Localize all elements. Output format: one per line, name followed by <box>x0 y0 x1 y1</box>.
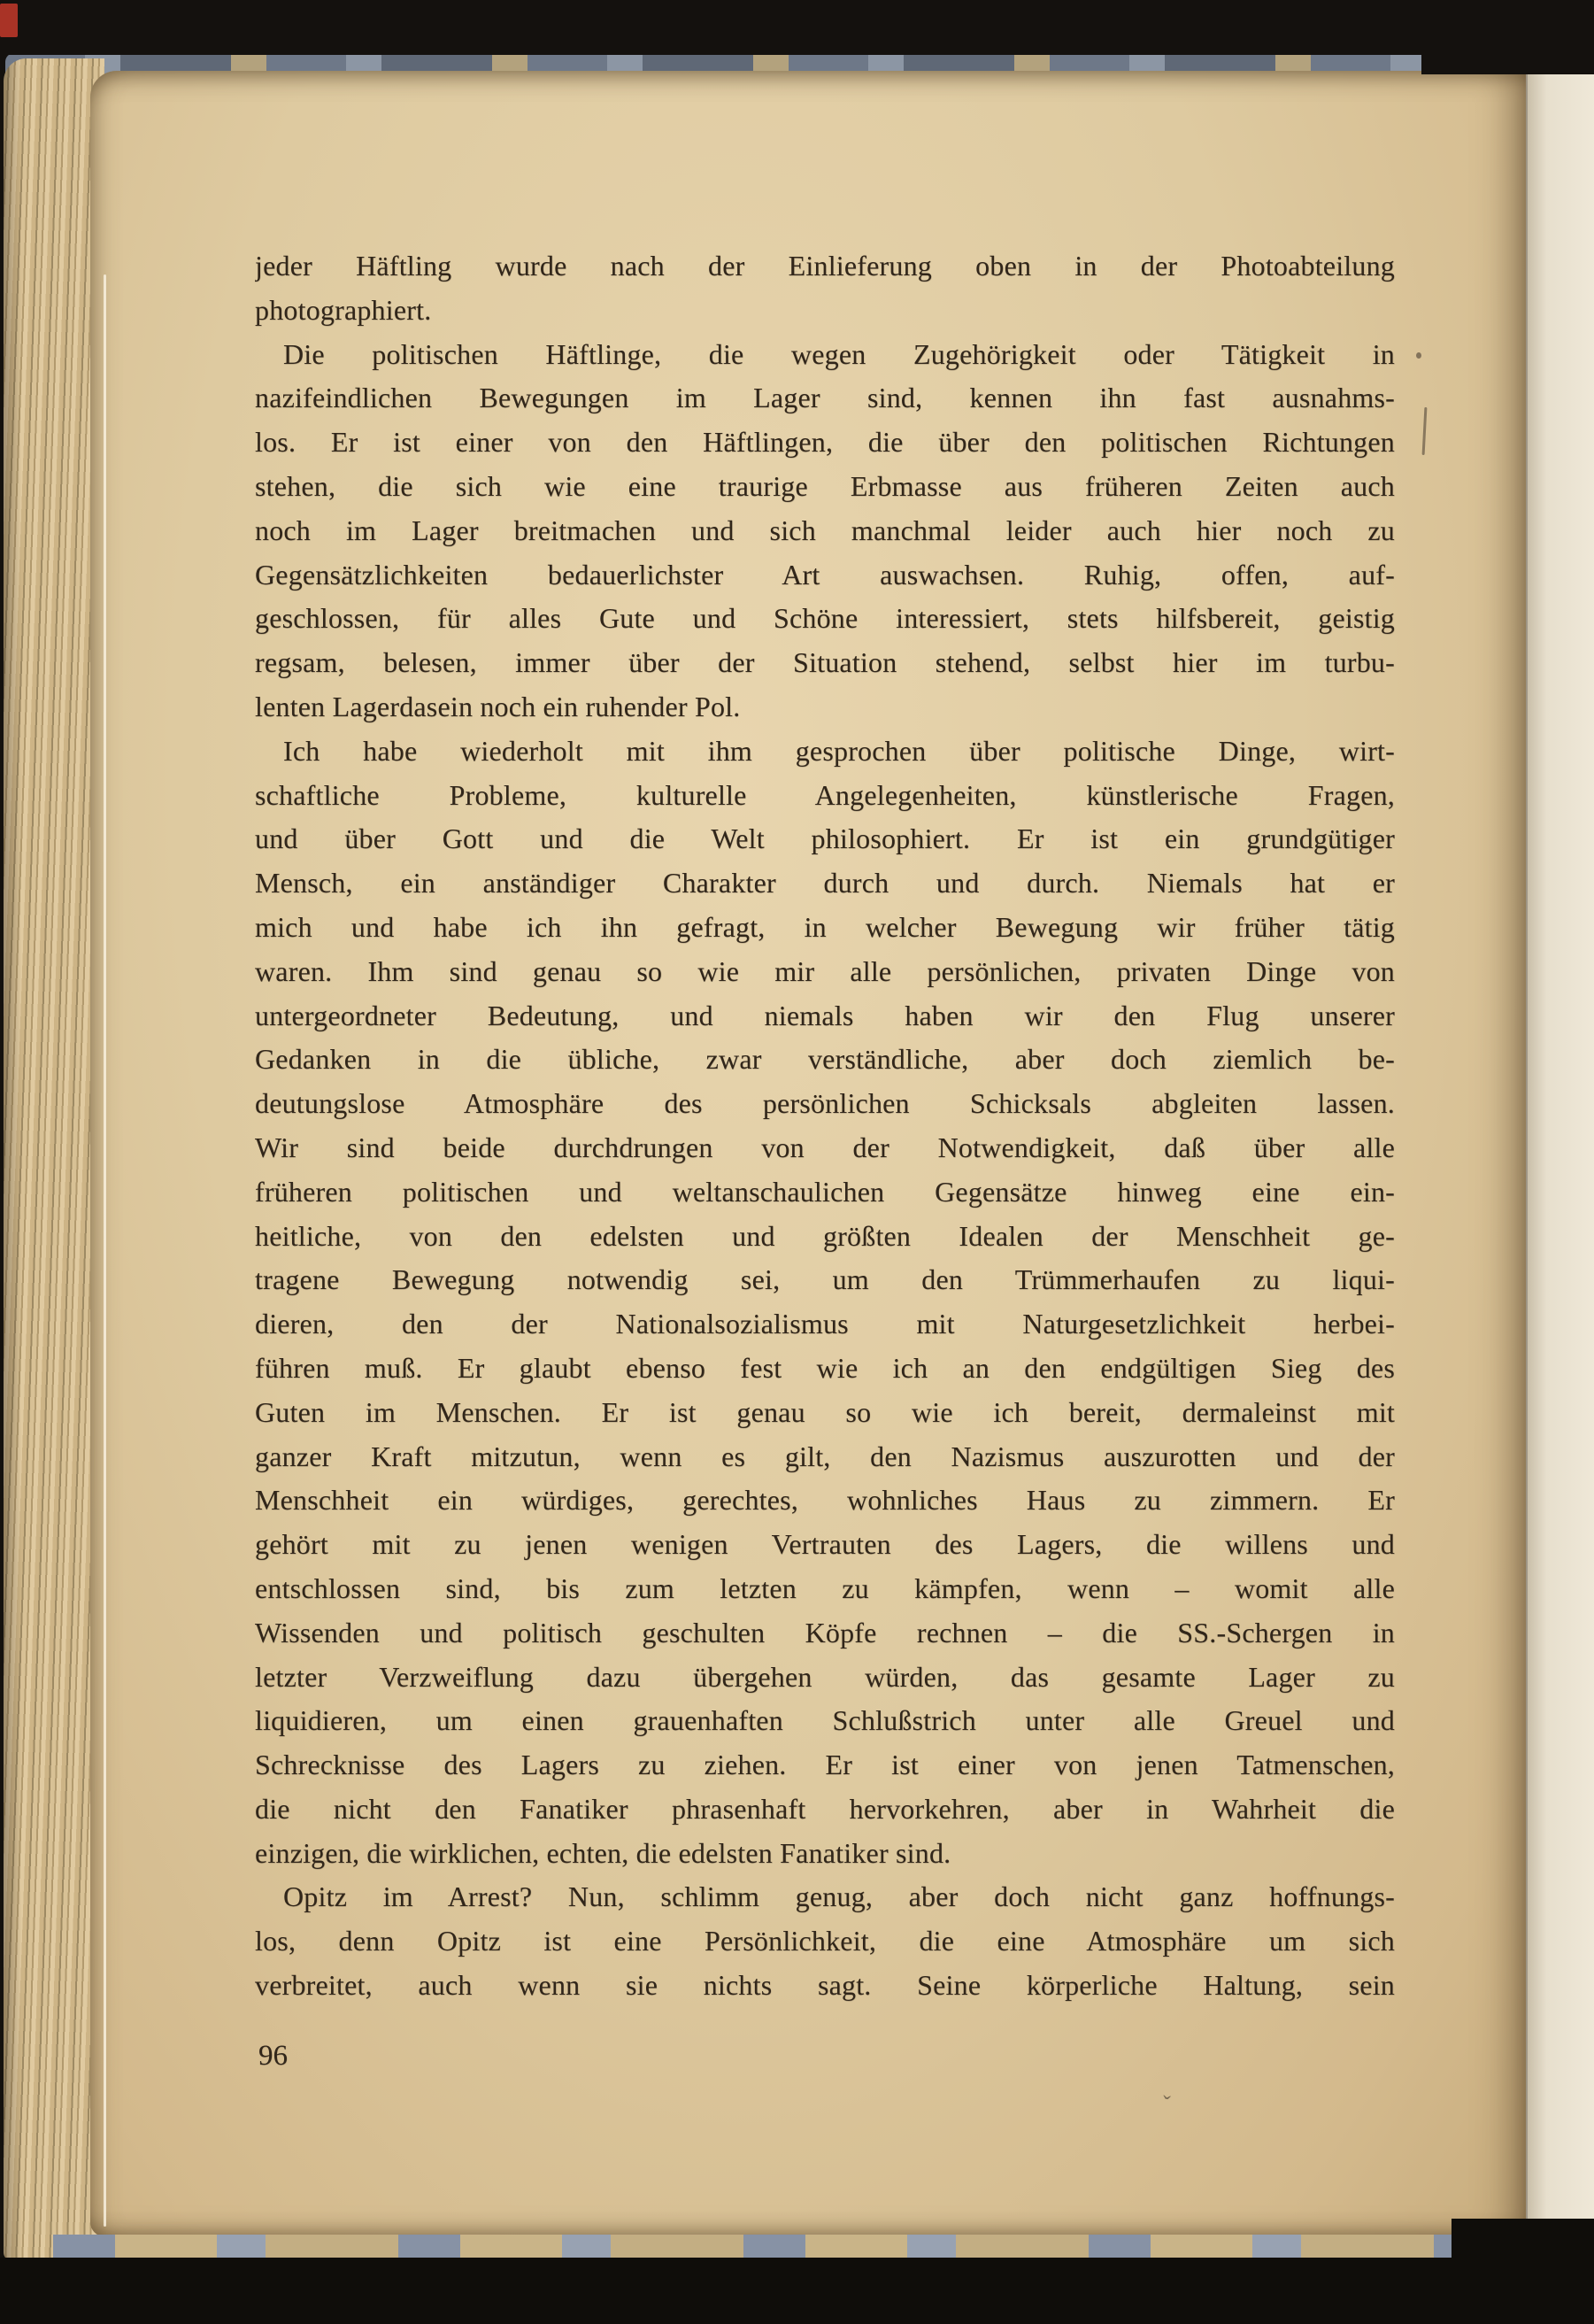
text-line: noch im Lager breitmachen und sich manchmal leider auch hier noch zu <box>255 513 1395 546</box>
background-bottom <box>0 2258 1594 2324</box>
text-line: lenten Lagerdasein noch ein ruhender Pol. <box>255 690 741 722</box>
margin-tick-mark: ˇ <box>1160 2090 1172 2118</box>
background-top <box>0 0 1594 55</box>
facing-page-edge <box>1526 74 1594 2220</box>
text-line: Gedanken in die übliche, zwar verständliche, aber doch ziemlich be- <box>255 1043 1395 1076</box>
text-line: regsam, belesen, immer über der Situation stehend, selbst hier im turbu- <box>255 646 1395 679</box>
text-line: und über Gott und die Welt philosophiert. Er ist ein grundgütiger <box>255 822 1395 855</box>
text-line: ganzer Kraft mitzutun, wenn es gilt, den Nazismus auszurotten und der <box>255 1440 1395 1472</box>
text-line: Mensch, ein anständiger Charakter durch und durch. Niemals hat er <box>255 867 1395 899</box>
text-line: tragene Bewegung notwendig sei, um den Trümmerhaufen zu liqui- <box>255 1263 1395 1296</box>
background-corner-bottom-right <box>1452 2219 1594 2324</box>
text-line: früheren politischen und weltanschaulichen Gegensätze hinweg eine ein- <box>255 1175 1395 1208</box>
book-bottom-edge-stripes <box>53 2235 1496 2258</box>
text-line: nazifeindlichen Bewegungen im Lager sind, kennen ihn fast ausnahms- <box>255 382 1395 414</box>
text-line: einzigen, die wirklichen, echten, die edelsten Fanatiker sind. <box>255 1836 951 1869</box>
text-line: stehen, die sich wie eine traurige Erbmasse aus früheren Zeiten auch <box>255 469 1395 502</box>
page-number: 96 <box>258 2040 288 2072</box>
text-line: geschlossen, für alles Gute und Schöne interessiert, stets hilfsbereit, geistig <box>255 602 1395 635</box>
text-line: untergeordneter Bedeutung, und niemals haben wir den Flug unserer <box>255 999 1395 1031</box>
text-line: Guten im Menschen. Er ist genau so wie ich bereit, dermaleinst mit <box>255 1395 1395 1428</box>
text-line: waren. Ihm sind genau so wie mir alle persönlichen, privaten Dinge von <box>255 954 1395 987</box>
text-line: deutungslose Atmosphäre des persönlichen Schicksals abgleiten lassen. <box>255 1087 1395 1120</box>
text-line: entschlossen sind, bis zum letzten zu kämpfen, wenn – womit alle <box>255 1571 1395 1604</box>
text-line: die nicht den Fanatiker phrasenhaft hervorkehren, aber in Wahrheit die <box>255 1792 1395 1825</box>
text-line: los. Er ist einer von den Häftlingen, die über den politischen Richtungen <box>255 426 1395 459</box>
text-line: Die politischen Häftlinge, die wegen Zugehörigkeit oder Tätigkeit in <box>283 337 1395 370</box>
fanned-page-edges-left <box>4 58 104 2261</box>
page-text-block <box>255 244 1395 2008</box>
text-line: führen muß. Er glaubt ebenso fest wie ich an den endgültigen Sieg des <box>255 1351 1395 1384</box>
text-line: heitliche, von den edelsten und größten Idealen der Menschheit ge- <box>255 1219 1395 1252</box>
margin-pencil-dot <box>1416 352 1421 359</box>
text-line: photographiert. <box>255 293 432 326</box>
text-line: dieren, den der Nationalsozialismus mit Naturgesetzlichkeit herbei- <box>255 1308 1395 1340</box>
red-corner-mark <box>0 4 18 37</box>
text-line: mich und habe ich ihn gefragt, in welcher Bewegung wir früher tätig <box>255 910 1395 943</box>
text-line: gehört mit zu jenen wenigen Vertrauten des Lagers, die willens und <box>255 1528 1395 1561</box>
text-line: Ich habe wiederholt mit ihm gesprochen über politische Dinge, wirt- <box>283 734 1395 767</box>
text-line: liquidieren, um einen grauenhaften Schlußstrich unter alle Greuel und <box>255 1704 1395 1737</box>
text-line: Schrecknisse des Lagers zu ziehen. Er ist einer von jenen Tatmenschen, <box>255 1749 1395 1781</box>
text-line: Menschheit ein würdiges, gerechtes, wohnliches Haus zu zimmern. Er <box>255 1484 1395 1517</box>
text-line: Opitz im Arrest? Nun, schlimm genug, aber doch nicht ganz hoffnungs- <box>283 1880 1395 1913</box>
page-edge-highlight <box>104 274 106 2227</box>
text-line: jeder Häftling wurde nach der Einlieferung oben in der Photoabteilung <box>255 250 1395 282</box>
text-line: verbreitet, auch wenn sie nichts sagt. Seine körperliche Haltung, sein <box>255 1969 1395 2002</box>
text-line: Wissenden und politisch geschulten Köpfe rechnen – die SS.-Schergen in <box>255 1616 1395 1648</box>
text-line: schaftliche Probleme, kulturelle Angelegenheiten, künstlerische Fragen, <box>255 778 1395 811</box>
text-line: los, denn Opitz ist eine Persönlichkeit, die eine Atmosphäre um sich <box>255 1925 1395 1957</box>
text-line: Wir sind beide durchdrungen von der Notwendigkeit, daß über alle <box>255 1131 1395 1163</box>
text-line: Gegensätzlichkeiten bedauerlichster Art auswachsen. Ruhig, offen, auf- <box>255 558 1395 591</box>
text-line: letzter Verzweiflung dazu übergehen würden, das gesamte Lager zu <box>255 1660 1395 1693</box>
